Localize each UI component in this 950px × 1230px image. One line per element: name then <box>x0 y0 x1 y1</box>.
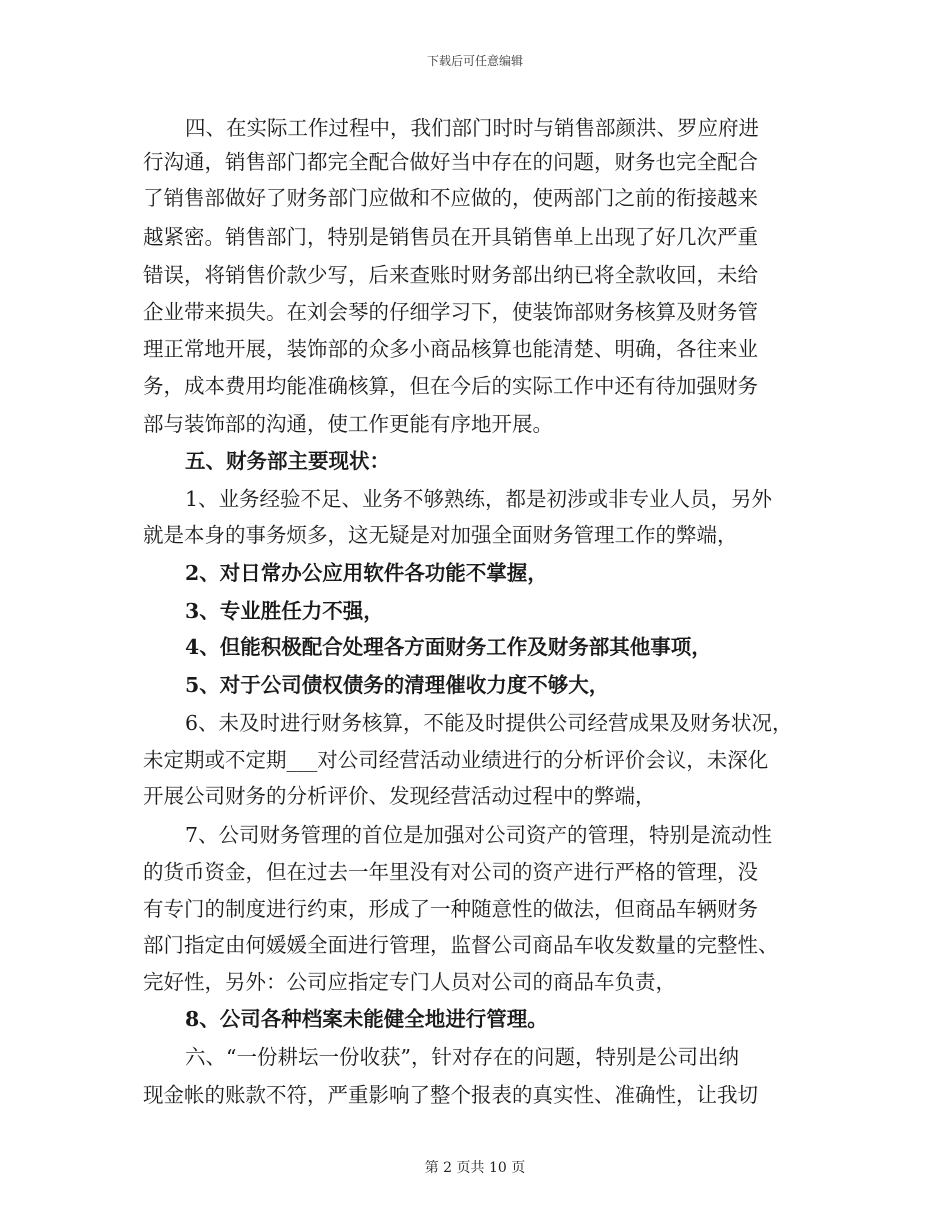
paragraph-line: 理正常地开展，装饰部的众多小商品核算也能清楚、明确，各往来业 <box>143 337 758 361</box>
paragraph-line: 就是本身的事务烦多，这无疑是对加强全面财务管理工作的弊端， <box>143 523 738 547</box>
paragraph-line: 部与装饰部的沟通，使工作更能有序地开展。 <box>143 412 553 436</box>
paragraph-line: 部门指定由何媛媛全面进行管理，监督公司商品车收发数量的完整性、 <box>143 933 779 957</box>
paragraph-line: 开展公司财务的分析评价、发现经营活动过程中的弊端， <box>143 784 656 808</box>
paragraph-line: 现金帐的账款不符，严重影响了整个报表的真实性、准确性，让我切 <box>143 1083 758 1107</box>
paragraph-line: 六、“一份耕坛一份收获”，针对存在的问题，特别是公司出纳 <box>185 1045 739 1069</box>
list-item: 5、对于公司债权债务的清理催收力度不够大， <box>185 673 610 697</box>
list-item: 8、公司各种档案未能健全地进行管理。 <box>185 1007 548 1031</box>
paragraph-line: 企业带来损失。在刘会琴的仔细学习下，使装饰部财务核算及财务管 <box>143 300 758 324</box>
list-item: 4、但能积极配合处理各方面财务工作及财务部其他事项， <box>185 635 712 659</box>
paragraph-line: 6、未及时进行财务核算，不能及时提供公司经营成果及财务状况， <box>185 711 793 735</box>
list-item: 2、对日常办公应用软件各功能不掌握， <box>185 561 548 585</box>
paragraph-line: 的货币资金，但在过去一年里没有对公司的资产进行严格的管理，没 <box>143 860 758 884</box>
page-footer: 第 2 页共 10 页 <box>424 1160 526 1176</box>
paragraph-line: 务，成本费用均能准确核算，但在今后的实际工作中还有待加强财务 <box>143 374 758 398</box>
paragraph-line: 越紧密。销售部门，特别是销售员在开具销售单上出现了好几次严重 <box>143 225 758 249</box>
paragraph-line: 行沟通，销售部门都完全配合做好当中存在的问题，财务也完全配合 <box>143 150 758 174</box>
page-header: 下载后可任意编辑 <box>426 54 523 68</box>
paragraph-line: 1、业务经验不足、业务不够熟练，都是初涉或非专业人员，另外 <box>185 487 773 511</box>
paragraph-line: 完好性，另外：公司应指定专门人员对公司的商品车负责， <box>143 970 676 994</box>
paragraph-line: 了销售部做好了财务部门应做和不应做的，使两部门之前的衔接越来 <box>143 186 758 210</box>
paragraph-line: 四、在实际工作过程中，我们部门时时与销售部颜洪、罗应府进 <box>185 116 759 140</box>
paragraph-line: 7、公司财务管理的首位是加强对公司资产的管理，特别是流动性 <box>185 823 773 847</box>
paragraph-line: 错误，将销售价款少写，后来查账时财务部出纳已将全款收回，未给 <box>143 263 758 287</box>
section-heading: 五、财务部主要现状： <box>185 449 390 473</box>
list-item: 3、专业胜任力不强， <box>185 599 384 623</box>
paragraph-line: 未定期或不定期___对公司经营活动业绩进行的分析评价会议，未深化 <box>143 748 769 772</box>
paragraph-line: 有专门的制度进行约束，形成了一种随意性的做法，但商品车辆财务 <box>143 897 758 921</box>
